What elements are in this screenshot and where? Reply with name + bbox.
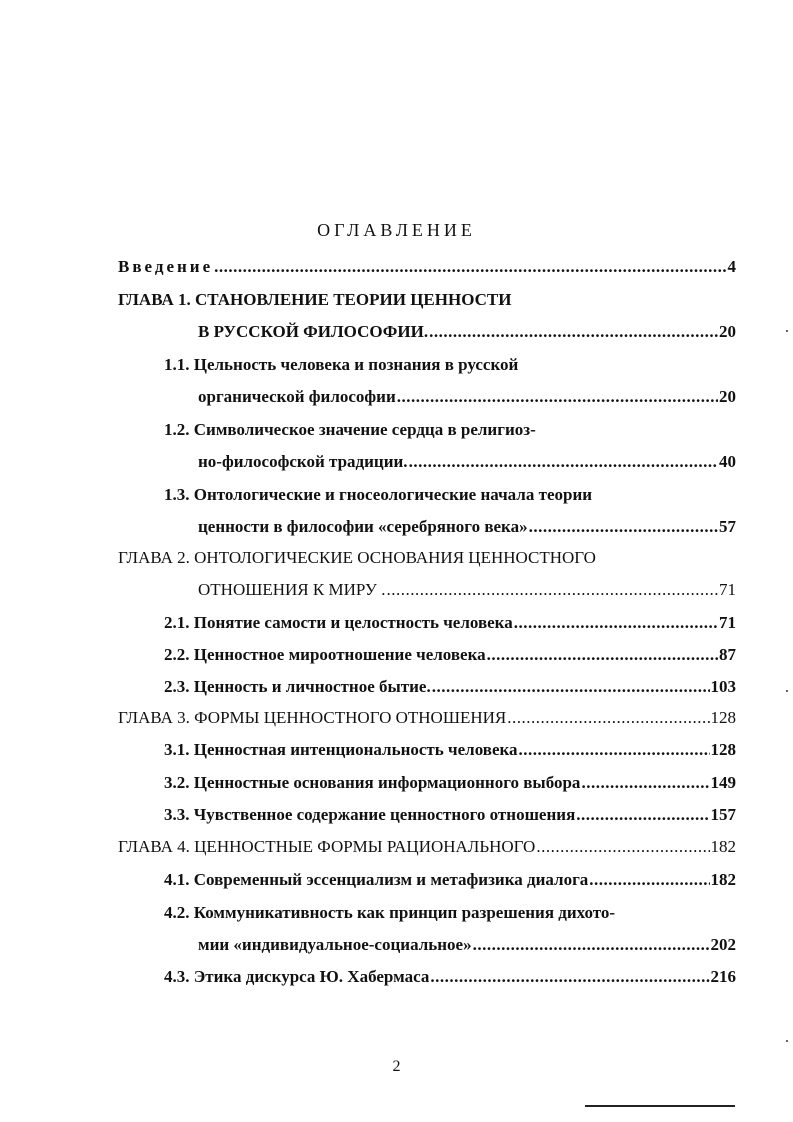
toc-chapter-1-heading[interactable]: ГЛАВА 1. СТАНОВЛЕНИЕ ТЕОРИИ ЦЕННОСТИ: [118, 290, 512, 309]
dot-leader: [514, 611, 718, 635]
dot-leader: [536, 835, 709, 859]
toc-entry-label: Введение: [118, 257, 214, 276]
toc-entry-page: 202: [710, 935, 736, 954]
toc-entry-page: 20: [719, 322, 736, 341]
dot-leader: [386, 578, 718, 602]
scan-speck: [786, 690, 788, 692]
bottom-rule: [585, 1105, 735, 1107]
toc-entry-label: 2.2. Ценностное мироотношение человека: [164, 645, 486, 664]
toc-entry-label: 2.1. Понятие самости и целостность человека: [164, 613, 513, 632]
toc-entry-label: мии «индивидуальное-социальное»: [198, 935, 472, 954]
toc-entry-label: В РУССКОЙ ФИЛОСОФИИ.: [198, 322, 429, 341]
toc-entry-s2-3[interactable]: [164, 675, 736, 699]
dot-leader: [519, 738, 710, 762]
dot-leader: [581, 771, 709, 795]
dot-leader: [430, 965, 709, 989]
toc-entry-label: органической философии: [198, 387, 396, 406]
toc-entry-page: 216: [710, 967, 736, 986]
toc-entry-s2-1[interactable]: [164, 611, 736, 635]
dot-leader: [529, 515, 718, 539]
toc-section-1-1-heading[interactable]: 1.1. Цельность человека и познания в русской: [164, 355, 519, 374]
toc-section-4-2-heading[interactable]: 4.2. Коммуникативность как принцип разрешения дихото-: [164, 903, 616, 922]
toc-entry-page: 128: [710, 740, 736, 759]
toc-entry-s4-2[interactable]: [198, 933, 736, 957]
toc-entry-page: 103: [710, 677, 736, 696]
dot-leader: [432, 675, 710, 699]
toc-entry-s1-2[interactable]: [198, 450, 736, 474]
toc-entry-label: 4.1. Современный эссенциализм и метафизика диалога: [164, 870, 589, 889]
toc-entry-page: 4: [727, 257, 736, 276]
toc-entry-page: 71: [719, 580, 736, 599]
dot-leader: [487, 643, 718, 667]
toc-chapter-2-heading[interactable]: ГЛАВА 2. ОНТОЛОГИЧЕСКИЕ ОСНОВАНИЯ ЦЕННОСТНОГО: [118, 548, 596, 567]
toc-entry-page: 157: [710, 805, 736, 824]
toc-entry-intro[interactable]: [118, 255, 736, 279]
dot-leader: [397, 385, 718, 409]
toc-entry-page: 128: [710, 708, 736, 727]
scan-speck: [786, 330, 788, 332]
toc-entry-page: 87: [719, 645, 736, 664]
dot-leader: [429, 320, 718, 344]
toc-entry-s4-3[interactable]: [164, 965, 736, 989]
toc-entry-label: 2.3. Ценность и личностное бытие.: [164, 677, 431, 696]
page-number: 2: [392, 1058, 401, 1075]
toc-entry-page: 71: [719, 613, 736, 632]
toc-entry-page: 40: [719, 452, 736, 471]
dot-leader: [507, 706, 709, 730]
toc-entry-ch3[interactable]: [118, 706, 736, 730]
toc-entry-ch1[interactable]: [198, 320, 736, 344]
toc-entry-label: ГЛАВА 3. ФОРМЫ ЦЕННОСТНОГО ОТНОШЕНИЯ: [118, 708, 507, 727]
toc-entry-label: но-философской традиции.: [198, 452, 408, 471]
toc-title: ОГЛАВЛЕНИЕ: [317, 220, 476, 240]
toc-entry-s4-1[interactable]: [164, 868, 736, 892]
toc-entry-page: 182: [710, 837, 736, 856]
toc-entry-s1-3[interactable]: [198, 515, 736, 539]
toc-entry-label: ОТНОШЕНИЯ К МИРУ .: [198, 580, 386, 599]
toc-entry-label: 4.3. Этика дискурса Ю. Хабермаса: [164, 967, 430, 986]
toc-entry-label: 3.2. Ценностные основания информационного выбора: [164, 773, 581, 792]
toc-section-1-2-heading[interactable]: 1.2. Символическое значение сердца в религиоз-: [164, 420, 536, 439]
toc-section-1-3-heading[interactable]: 1.3. Онтологические и гносеологические начала теории: [164, 485, 593, 504]
dot-leader: [214, 255, 726, 279]
toc-entry-label: ГЛАВА 4. ЦЕННОСТНЫЕ ФОРМЫ РАЦИОНАЛЬНОГО: [118, 837, 536, 856]
toc-entry-s2-2[interactable]: [164, 643, 736, 667]
toc-entry-label: ценности в философии «серебряного века»: [198, 517, 528, 536]
toc-entry-s3-3[interactable]: [164, 803, 736, 827]
toc-entry-page: 182: [710, 870, 736, 889]
toc-entry-s3-1[interactable]: [164, 738, 736, 762]
dot-leader: [473, 933, 710, 957]
scan-speck: [786, 1040, 788, 1042]
toc-entry-s3-2[interactable]: [164, 771, 736, 795]
dot-leader: [576, 803, 709, 827]
toc-entry-label: 3.3. Чувственное содержание ценностного отношения: [164, 805, 576, 824]
dot-leader: [409, 450, 718, 474]
toc-entry-s1-1[interactable]: [198, 385, 736, 409]
toc-entry-page: 20: [719, 387, 736, 406]
toc-entry-page: 57: [719, 517, 736, 536]
dot-leader: [589, 868, 709, 892]
toc-entry-label: 3.1. Ценностная интенциональность человека: [164, 740, 518, 759]
toc-entry-ch4[interactable]: [118, 835, 736, 859]
toc-entry-ch2[interactable]: [198, 578, 736, 602]
toc-entry-page: 149: [710, 773, 736, 792]
